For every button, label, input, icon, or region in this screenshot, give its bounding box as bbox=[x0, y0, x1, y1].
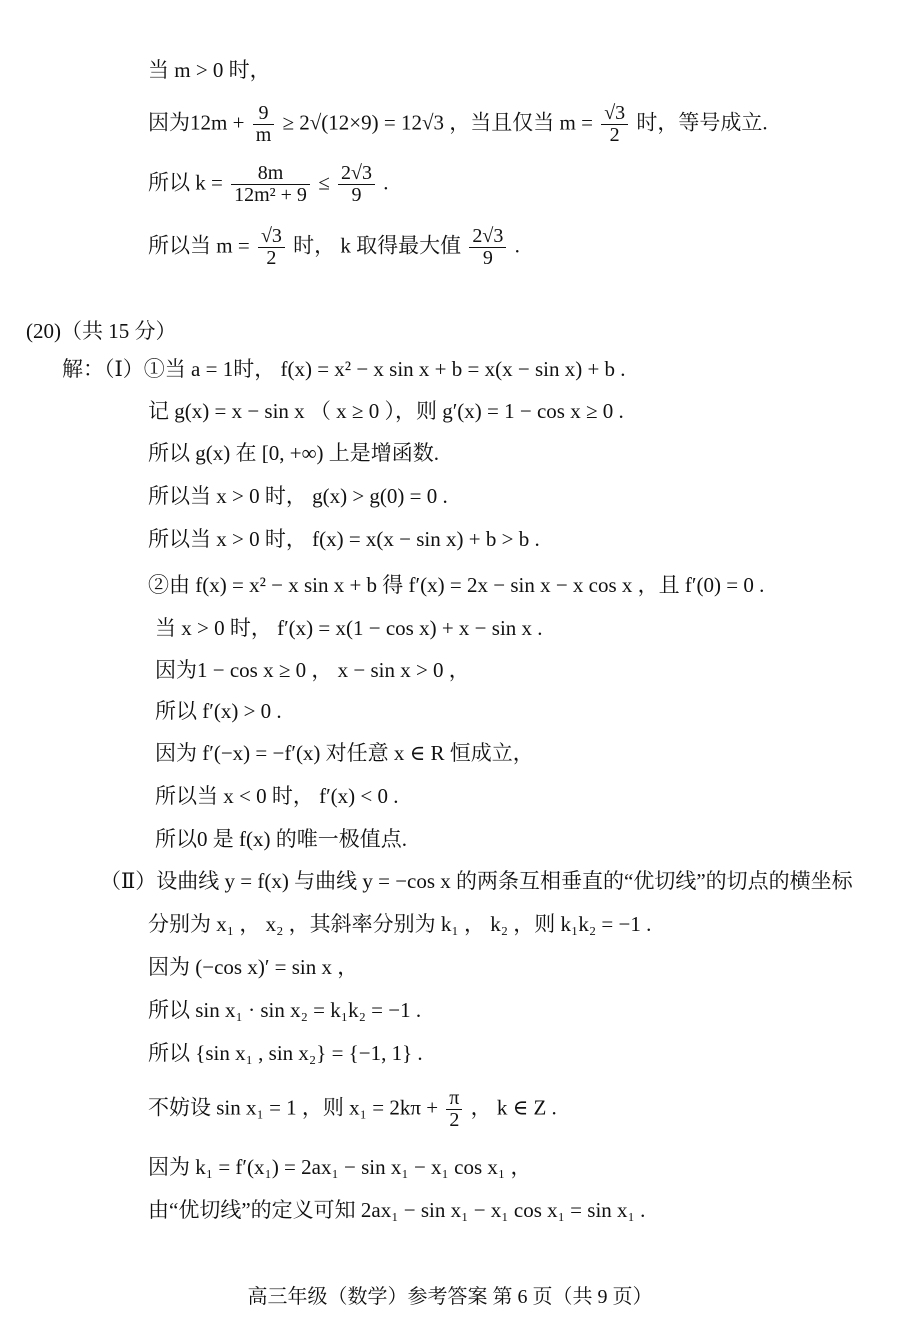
text-line: ②由 f(x) = x² − x sin x + b 得 f′(x) = 2x − sin x − x cos x ，且 f′(0) = 0 . bbox=[148, 573, 765, 597]
fraction: $\frac{9}{m}$ bbox=[253, 103, 275, 146]
fraction: $\frac{√3}{2}$ bbox=[601, 103, 628, 146]
text-line: 因为 (−cos x)′ = sin x ， bbox=[148, 955, 359, 979]
text-line: 解：（Ⅰ）①当 a = 1时， f(x) = x² − x sin x + b = x(x − sin x) + b . bbox=[62, 357, 626, 381]
page-footer: 高三年级（数学）参考答案 第 6 页（共 9 页） bbox=[247, 1286, 653, 1308]
text-line bbox=[148, 163, 388, 206]
math-text: 当 m > 0 时， bbox=[148, 58, 271, 82]
math-text: 时，等号成立. bbox=[636, 110, 768, 135]
fraction: $\frac{2√3}{9}$ bbox=[469, 226, 506, 269]
section-heading: (20)（共 15 分） bbox=[26, 319, 177, 343]
text-line: 所以 f′(x) > 0 . bbox=[155, 699, 282, 723]
text-line: 所以 sin x₁ · sin x₂ = k₁k₂ = −1 . bbox=[148, 998, 422, 1022]
text-line: 不妨设 sin x₁ = 1 ，则 x₁ = 2kπ + $\frac{\pi}{2}$ ， k ∈ Z . bbox=[148, 1087, 557, 1131]
math-text: . bbox=[383, 170, 389, 195]
text-line: 因为 f′(−x) = −f′(x) 对任意 x ∈ R 恒成立， bbox=[155, 741, 534, 765]
text-line: 所以当 x > 0 时， g(x) > g(0) = 0 . bbox=[148, 484, 448, 508]
fraction: $\frac{8m}{\text{12m² + 9}}$ bbox=[231, 163, 310, 206]
math-text: 所以 k = bbox=[148, 170, 223, 195]
math-text: ≥ 2√(12×9) = 12√3 ，当且仅当 m = bbox=[282, 110, 593, 135]
math-text: . bbox=[514, 233, 520, 258]
text-line bbox=[148, 60, 271, 81]
text-line: 所以当 x < 0 时， f′(x) < 0 . bbox=[155, 784, 399, 808]
math-text: ≤ bbox=[318, 170, 330, 195]
fraction: $\frac{\pi}{2}$ bbox=[446, 1088, 462, 1131]
text-line: （Ⅱ）设曲线 y = f(x) 与曲线 y = −cos x 的两条互相垂直的“优切线”的切点的横坐标 bbox=[100, 869, 853, 893]
text-line bbox=[148, 226, 520, 269]
text-line: 所以 g(x) 在 [0, +∞) 上是增函数. bbox=[148, 441, 440, 465]
text-line: 所以当 x > 0 时， f(x) = x(x − sin x) + b > b . bbox=[148, 527, 540, 551]
text-line: 由“优切线”的定义可知 2ax₁ − sin x₁ − x₁ cos x₁ = sin x₁ . bbox=[148, 1198, 646, 1222]
text-line: 因为 k₁ = f′(x₁) = 2ax₁ − sin x₁ − x₁ cos x₁ ， bbox=[148, 1155, 532, 1179]
text-line: 当 x > 0 时， f′(x) = x(1 − cos x) + x − sin x . bbox=[155, 616, 543, 640]
text-line bbox=[148, 103, 768, 146]
text-line: 因为1 − cos x ≥ 0 ， x − sin x > 0 ， bbox=[155, 658, 470, 682]
fraction: $\frac{√3}{2}$ bbox=[258, 226, 285, 269]
math-text: 所以当 m = bbox=[148, 233, 250, 258]
fraction: $\frac{2√3}{9}$ bbox=[338, 163, 375, 206]
math-text: 时， k 取得最大值 bbox=[293, 233, 462, 258]
text-line: 所以 {sin x₁ , sin x₂} = {−1, 1} . bbox=[148, 1041, 423, 1065]
math-text: 因为12m + bbox=[148, 110, 245, 135]
text-line: 分别为 x₁ ， x₂ ，其斜率分别为 k₁ ， k₂ ，则 k₁k₂ = −1 . bbox=[148, 912, 652, 936]
text-line: 所以0 是 f(x) 的唯一极值点. bbox=[155, 827, 407, 851]
text-line: 记 g(x) = x − sin x （ x ≥ 0 ），则 g′(x) = 1 − cos x ≥ 0 . bbox=[148, 399, 624, 423]
